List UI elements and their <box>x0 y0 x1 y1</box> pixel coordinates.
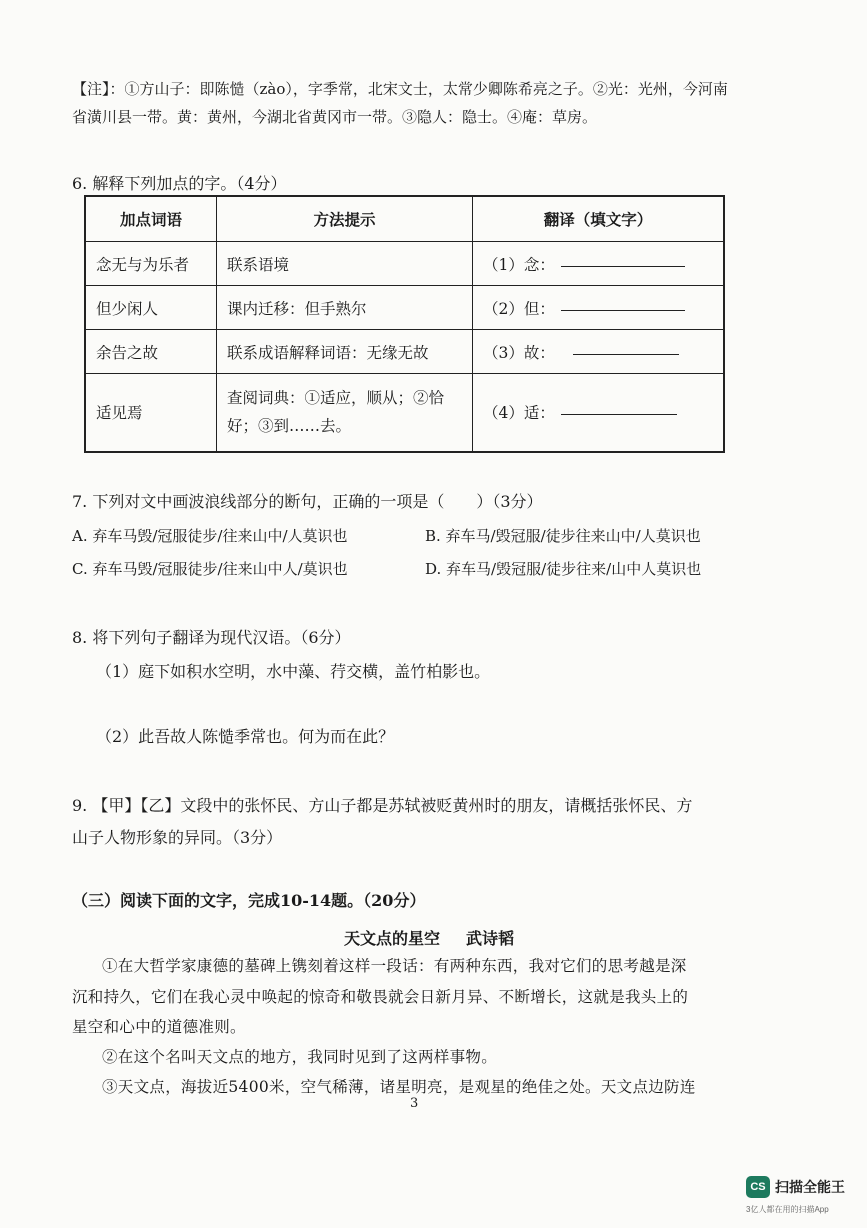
paragraph-2: ②在这个名叫天文点的地方，我同时见到了这两样事物。 <box>102 1048 498 1066</box>
q7-option-a: A. 弃车马毁/冠服徒步/往来山中/人莫识也 <box>72 527 348 545</box>
word-cell: 余告之故 <box>85 330 217 374</box>
answer-blank[interactable] <box>561 309 685 311</box>
q6-table <box>84 195 725 453</box>
q8-sentence-2: （2）此吾故人陈慥季常也。何为而在此？ <box>96 727 395 746</box>
answer-blank[interactable] <box>573 353 679 355</box>
word-cell: 但少闲人 <box>85 286 217 330</box>
answer-cell[interactable]: （4）适： <box>473 374 725 452</box>
table-header-translation: 翻译（填文字） <box>473 196 725 242</box>
q7-title: 7. 下列对文中画波浪线部分的断句，正确的一项是（ ）（3分） <box>72 492 543 511</box>
q7-option-c: C. 弃车马毁/冠服徒步/往来山中人/莫识也 <box>72 560 348 578</box>
answer-cell[interactable]: （1）念： <box>473 242 725 286</box>
paragraph-1-line-1: ①在大哲学家康德的墓碑上镌刻着这样一段话：有两种东西，我对它们的思考越是深 <box>102 957 687 975</box>
hint-cell: 联系语境 <box>217 242 473 286</box>
article-title: 天文点的星空 <box>344 929 441 948</box>
hint-cell: 查阅词典：①适应，顺从；②恰 好；③到……去。 <box>217 374 473 452</box>
answer-blank[interactable] <box>561 413 677 415</box>
scanner-logo-icon: CS <box>746 1176 770 1198</box>
answer-cell[interactable]: （3）故： <box>473 330 725 374</box>
article-author: 武诗韬 <box>466 929 515 948</box>
table-row <box>85 374 724 452</box>
note-line-2: 省潢川县一带。黄：黄州，今湖北省黄冈市一带。③隐人：隐士。④庵：草房。 <box>72 108 598 126</box>
table-header-hint: 方法提示 <box>217 196 473 242</box>
paragraph-1-line-3: 星空和心中的道德准则。 <box>72 1018 246 1036</box>
answer-blank[interactable] <box>561 265 685 267</box>
scanner-app-name: 扫描全能王 <box>775 1179 845 1195</box>
q7-option-b: B. 弃车马/毁冠服/徒步往来山中/人莫识也 <box>425 527 701 545</box>
q6-title: 6. 解释下列加点的字。（4分） <box>72 174 287 193</box>
paragraph-3: ③天文点，海拔近5400米，空气稀薄，诸星明亮，是观星的绝佳之处。天文点边防连 <box>102 1078 696 1096</box>
q9-line-1: 9. 【甲】【乙】文段中的张怀民、方山子都是苏轼被贬黄州时的朋友，请概括张怀民、方 <box>72 796 693 815</box>
paragraph-1-line-2: 沉和持久，它们在我心灵中唤起的惊奇和敬畏就会日新月异、不断增长，这就是我头上的 <box>72 988 689 1006</box>
table-row <box>85 286 724 330</box>
word-cell: 适见焉 <box>85 374 217 452</box>
answer-cell[interactable]: （2）但： <box>473 286 725 330</box>
page-number: 3 <box>410 1096 419 1111</box>
hint-cell: 课内迁移：但手熟尔 <box>217 286 473 330</box>
q8-sentence-1: （1）庭下如积水空明，水中藻、荇交横，盖竹柏影也。 <box>96 662 491 681</box>
q8-title: 8. 将下列句子翻译为现代汉语。（6分） <box>72 628 351 647</box>
hint-cell: 联系成语解释词语：无缘无故 <box>217 330 473 374</box>
q7-option-d: D. 弃车马/毁冠服/徒步往来/山中人莫识也 <box>425 560 702 578</box>
table-header-word: 加点词语 <box>85 196 217 242</box>
note-line-1: 【注】：①方山子：即陈慥（zào），字季常，北宋文士，太常少卿陈希亮之子。②光：光州，今河南 <box>72 80 728 98</box>
section-heading: （三）阅读下面的文字，完成10-14题。（20分） <box>72 891 426 910</box>
scanner-tagline: 3亿人都在用的扫描App <box>746 1205 829 1214</box>
q9-line-2: 山子人物形象的异同。（3分） <box>72 828 283 847</box>
table-row <box>85 330 724 374</box>
table-row <box>85 242 724 286</box>
word-cell: 念无与为乐者 <box>85 242 217 286</box>
